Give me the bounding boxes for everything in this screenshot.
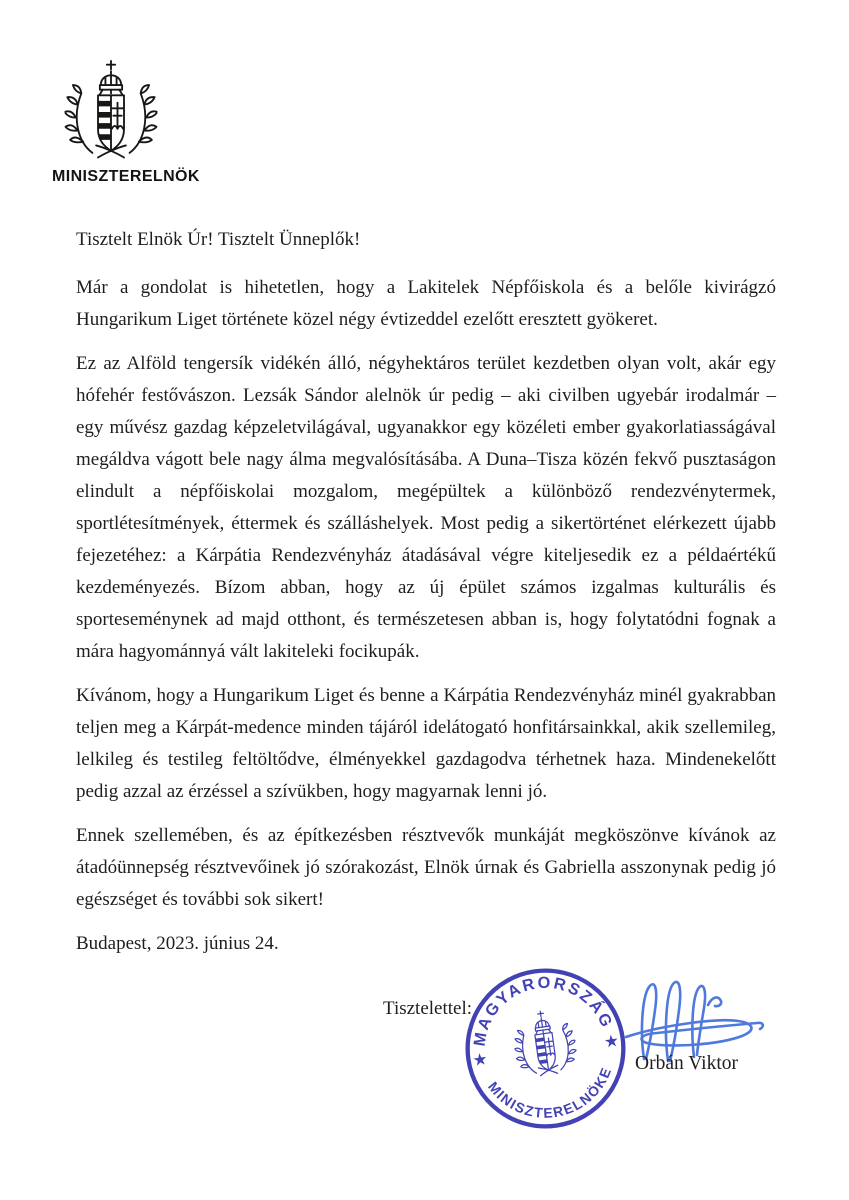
stamp-text-bottom: MINISZTERELNÖKE: [485, 1064, 615, 1121]
stamp-text-top: MAGYARORSZÁG: [470, 973, 617, 1048]
letterhead-org-name: MINISZTERELNÖK: [52, 168, 200, 185]
official-stamp-icon: [459, 962, 632, 1135]
letter-paragraph-1: Már a gondolat is hihetetlen, hogy a Lakitelek Népfőiskola és a belőle kivirágzó Hungarikum Liget története közel négy évtizeddel ezelőtt eresztett gyökeret.: [76, 277, 776, 330]
closing-salutation: Tisztelettel:: [383, 998, 473, 1019]
dateline: Budapest, 2023. június 24.: [76, 933, 279, 954]
letter-paragraph-2: Ez az Alföld tengersík vidékén álló, négyhektáros terület kezdetben olyan volt, akár egy hófehér festővászon. Lezsák Sándor alelnök úr pedig – aki civilben ugyebár irodalmár – egy művész gazdag képzeletvilágával, ugyanakkor egy közéleti ember gyakorlatiasságával megáldva vágott bele nagy álma megvalósításába. A Duna–Tisza közén fekvő pusztaságon elindult a népfőiskolai mozgalom, megépültek a különböző rendezvénytermek, sportlétesítmények, éttermek és szálláshelyek. Most pedig a sikertörténet elérkezett újabb fejezetéhez: a Kárpátia Rendezvényház átadásával végre kiteljesedik ez a példaértékű kezdeményezés. Bízom abban, hogy az új épület számos izgalmas kulturális és sporteseménynek ad majd otthont, és természetesen abban is, hogy folytatódni fognak a mára hagyománnyá vált lakiteleki focikupák.: [76, 353, 776, 662]
letter-paragraph-3: Kívánom, hogy a Hungarikum Liget és benne a Kárpátia Rendezvényház minél gyakrabban teljen meg a Kárpát-medence minden tájáról idelátogató honfitársainkkal, akik szellemileg, lelkileg és testileg feltöltődve, élményekkel gazdagodva térhetnek haza. Mindenekelőtt pedig azzal az érzéssel a szívükben, hogy magyarnak lenni jó.: [76, 685, 776, 802]
hungarian-coat-of-arms-icon: [64, 60, 158, 164]
stamp-star-left-icon: ★: [472, 1051, 488, 1070]
signatory-name: Orbán Viktor: [635, 1053, 738, 1074]
letter-body: [76, 224, 776, 1153]
letter-paragraph-4: Ennek szellemében, és az építkezésben résztvevők munkáját megköszönve kívánok az átadóünnepség résztvevőinek jó szórakozást, Elnök úrnak és Gabriella asszonynak pedig jó egészséget és további sok sikert!: [76, 825, 776, 910]
salutation: Tisztelt Elnök Úr! Tisztelt Ünneplők!: [76, 229, 361, 250]
stamp-star-right-icon: ★: [604, 1033, 620, 1051]
signature-block: [76, 968, 776, 1153]
